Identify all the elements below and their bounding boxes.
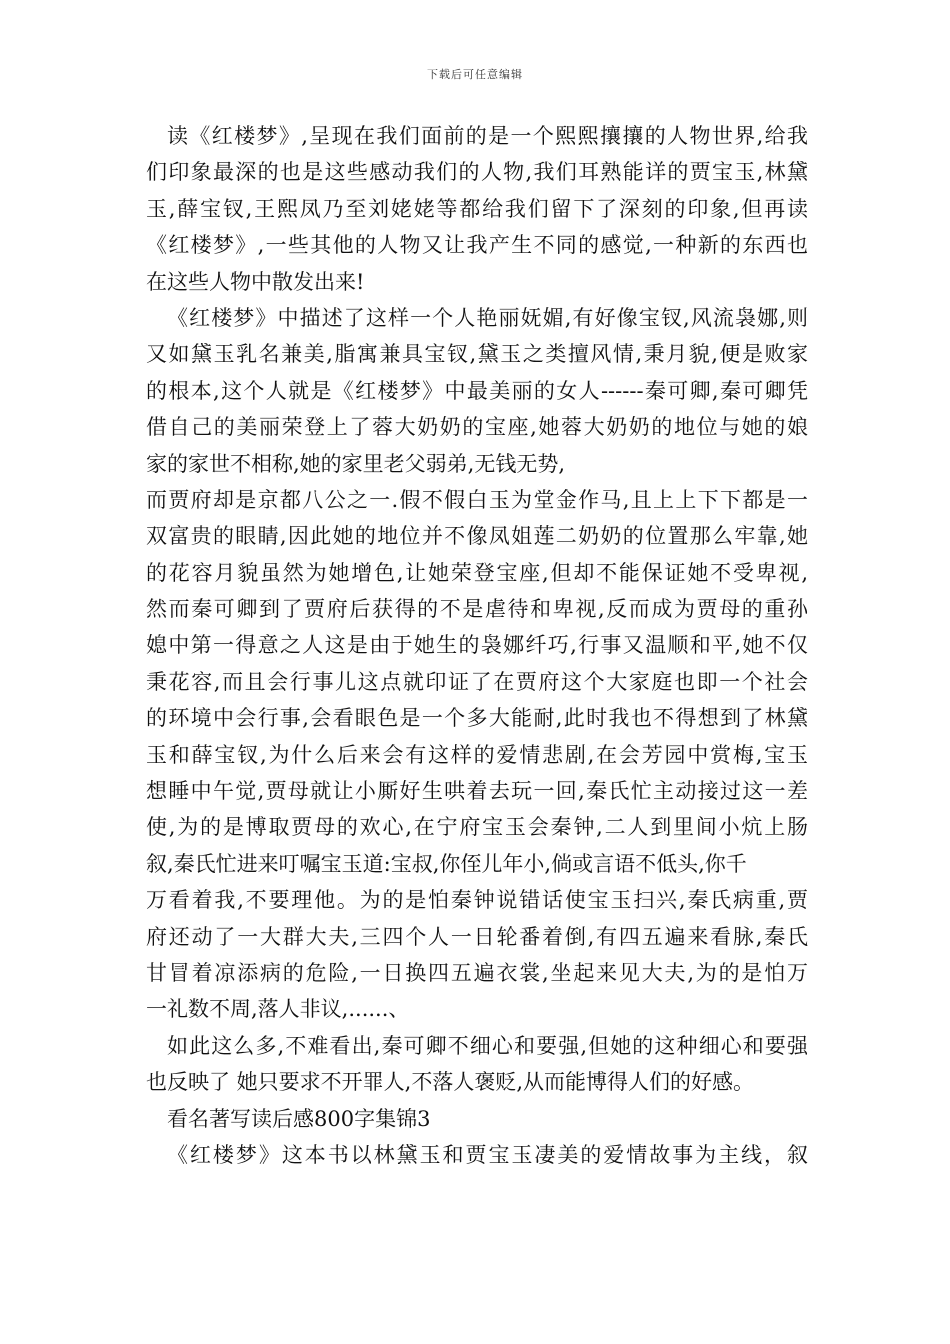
text-line: 叙,秦氏忙进来叮嘱宝玉道:宝叔,你侄儿年小,倘或言语不低头,你千 <box>146 851 747 876</box>
text-line: 《红楼梦》,一些其他的人物又让我产生不同的感觉,一种新的东西也 <box>146 233 808 258</box>
document-body <box>146 118 808 1173</box>
text-line: 《红楼梦》这本书以林黛玉和贾宝玉凄美的爱情故事为主线，叙 <box>167 1142 808 1167</box>
text-line: 借自己的美丽荣登上了蓉大奶奶的宝座,她蓉大奶奶的地位与她的娘 <box>146 415 808 440</box>
text-line: 也反映了 她只要求不开罪人,不落人褒贬,从而能博得人们的好感。 <box>146 1070 755 1095</box>
text-line: 在这些人物中散发出来! <box>146 269 365 294</box>
text-line: 甘冒着凉添病的危险,一日换四五遍衣裳,坐起来见大夫,为的是怕万 <box>146 960 808 985</box>
text-line: 玉和薛宝钗,为什么后来会有这样的爱情悲剧,在会芳园中赏梅,宝玉 <box>146 742 808 767</box>
text-line: 想睡中午觉,贾母就让小厮好生哄着去玩一回,秦氏忙主动接过这一差 <box>146 779 808 804</box>
text-line: 双富贵的眼睛,因此她的地位并不像凤姐莲二奶奶的位置那么牢靠,她 <box>146 524 808 549</box>
text-line: 秉花容,而且会行事儿这点就印证了在贾府这个大家庭也即一个社会 <box>146 669 808 694</box>
text-line: 《红楼梦》中描述了这样一个人艳丽妩媚,有好像宝钗,风流袅娜,则 <box>167 305 808 330</box>
page-header: 下载后可任意编辑 <box>427 68 523 81</box>
text-line: 们印象最深的也是这些感动我们的人物,我们耳熟能详的贾宝玉,林黛 <box>146 160 808 185</box>
text-line: 又如黛玉乳名兼美,脂寓兼具宝钗,黛玉之类擅风情,秉月貌,便是败家 <box>146 342 808 367</box>
text-line: 然而秦可卿到了贾府后获得的不是虐待和卑视,反而成为贾母的重孙 <box>146 597 808 622</box>
text-line: 读《红楼梦》,呈现在我们面前的是一个熙熙攘攘的人物世界,给我 <box>167 124 808 148</box>
text-line: 万看着我,不要理他。为的是怕秦钟说错话使宝玉扫兴,秦氏病重,贾 <box>146 888 808 913</box>
text-line: 媳中第一得意之人这是由于她生的袅娜纤巧,行事又温顺和平,她不仅 <box>146 633 808 658</box>
text-line: 的根本,这个人就是《红楼梦》中最美丽的女人------秦可卿,秦可卿凭 <box>146 378 808 403</box>
text-line: 一礼数不周,落人非议,......、 <box>146 997 410 1022</box>
text-line: 如此这么多,不难看出,秦可卿不细心和要强,但她的这种细心和要强 <box>167 1033 808 1058</box>
text-line: 使,为的是博取贾母的欢心,在宁府宝玉会秦钟,二人到里间小炕上肠 <box>146 815 808 840</box>
text-line: 的花容月貌虽然为她增色,让她荣登宝座,但却不能保证她不受卑视, <box>146 560 808 585</box>
text-line: 家的家世不相称,她的家里老父弱弟,无钱无势, <box>146 451 566 476</box>
text-line: 看名著写读后感800字集锦3 <box>167 1106 431 1131</box>
text-line: 而贾府却是京都八公之一.假不假白玉为堂金作马,且上上下下都是一 <box>146 487 808 512</box>
text-line: 玉,薛宝钗,王熙凤乃至刘姥姥等都给我们留下了深刻的印象,但再读 <box>146 196 808 221</box>
text-line: 的环境中会行事,会看眼色是一个多大能耐,此时我也不得想到了林黛 <box>146 706 808 731</box>
text-line: 府还动了一大群大夫,三四个人一日轮番着倒,有四五遍来看脉,秦氏 <box>146 924 808 949</box>
